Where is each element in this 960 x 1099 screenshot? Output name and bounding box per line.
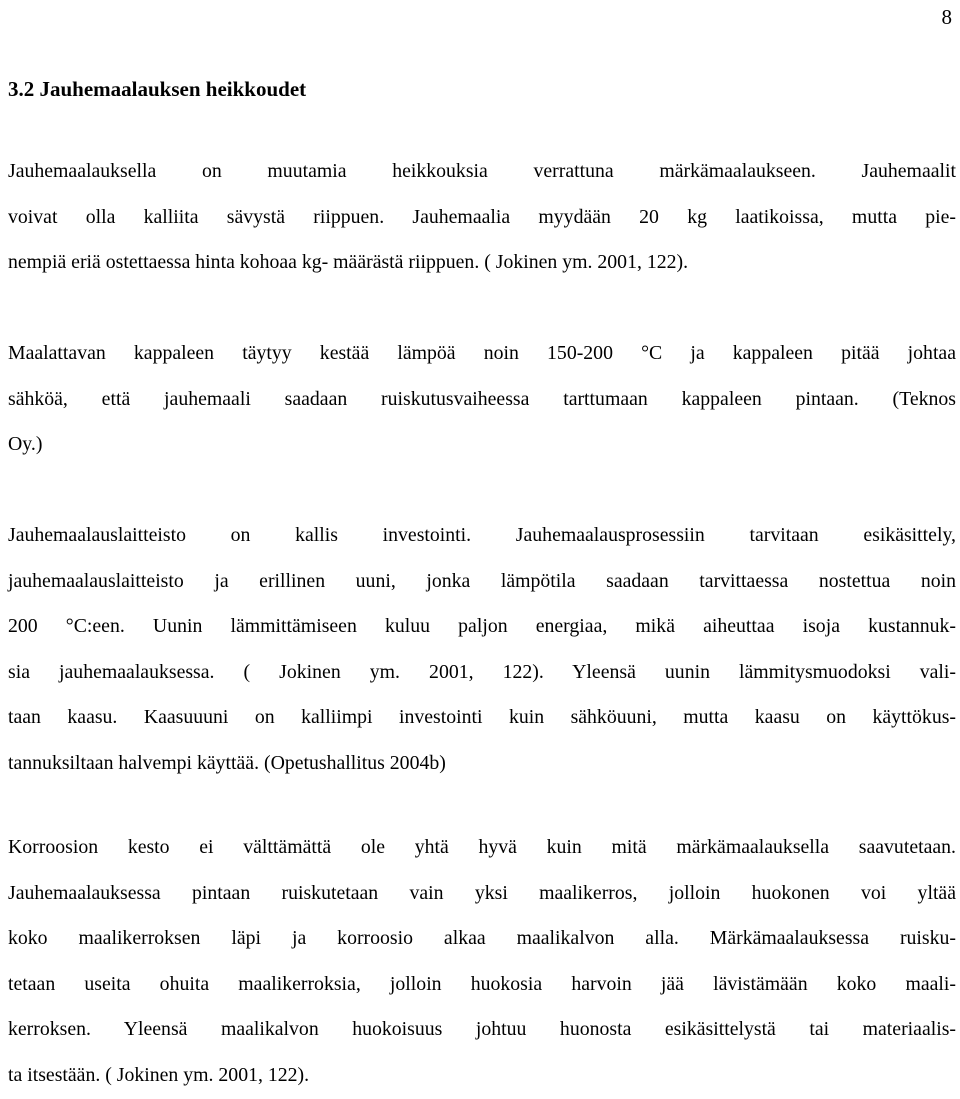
- text-line: Jauhemaalauksella on muutamia heikkouksia verrattuna märkämaalaukseen. Jauhemaalit: [8, 160, 956, 182]
- text-line: tannuksiltaan halvempi käyttää. (Opetushallitus 2004b): [8, 751, 446, 774]
- text-line: taan kaasu. Kaasuuuni on kalliimpi investointi kuin sähköuuni, mutta kaasu on käyttökus-: [8, 706, 956, 729]
- text-line: voivat olla kalliita sävystä riippuen. Jauhemaalia myydään 20 kg laatikoissa, mutta pie-: [8, 205, 956, 228]
- text-line: jauhemaalauslaitteisto ja erillinen uuni, jonka lämpötila saadaan tarvittaessa nostettua noin: [8, 569, 956, 592]
- text-line: ta itsestään. ( Jokinen ym. 2001, 122).: [8, 1063, 310, 1086]
- paragraph-corrosion: [8, 825, 956, 1099]
- page-number: 8: [941, 5, 952, 29]
- text-line: Oy.): [8, 433, 43, 456]
- text-line: kerroksen. Yleensä maalikalvon huokoisuus johtuu huonosta esikäsittelystä tai materiaalis-: [8, 1018, 956, 1041]
- text-line: 200 °C:een. Uunin lämmittämiseen kuluu paljon energiaa, mikä aiheuttaa isoja kustannuk-: [8, 615, 956, 638]
- text-line: Maalattavan kappaleen täytyy kestää lämpöä noin 150-200 °C ja kappaleen pitää johtaa: [8, 342, 956, 364]
- text-line: sähköä, että jauhemaali saadaan ruiskutusvaiheessa tarttumaan kappaleen pintaan. (Teknos: [8, 387, 956, 410]
- text-line: Korroosion kesto ei välttämättä ole yhtä hyvä kuin mitä märkämaalauksella saavutetaan.: [8, 836, 956, 858]
- text-line: tetaan useita ohuita maalikerroksia, jolloin huokosia harvoin jää lävistämään koko maali-: [8, 972, 956, 995]
- text-line: nempiä eriä ostettaessa hinta kohoaa kg- määrästä riippuen. ( Jokinen ym. 2001, 122).: [8, 251, 689, 274]
- paragraph-equipment-investment: [8, 513, 956, 787]
- text-line: sia jauhemaalauksessa. ( Jokinen ym. 2001, 122). Yleensä uunin lämmitysmuodoksi vali-: [8, 660, 956, 683]
- text-line: Jauhemaalauslaitteisto on kallis investointi. Jauhemaalausprosessiin tarvitaan esikäsittely,: [8, 524, 956, 546]
- text-line: Jauhemaalauksessa pintaan ruiskutetaan vain yksi maalikerros, jolloin huokonen voi yltää: [8, 881, 956, 904]
- paragraph-heat-conductivity: [8, 331, 956, 468]
- paragraph-cost: [8, 149, 956, 286]
- section-heading: 3.2 Jauhemaalauksen heikkoudet: [8, 77, 307, 101]
- text-line: koko maalikerroksen läpi ja korroosio alkaa maalikalvon alla. Märkämaalauksessa ruisku-: [8, 927, 956, 950]
